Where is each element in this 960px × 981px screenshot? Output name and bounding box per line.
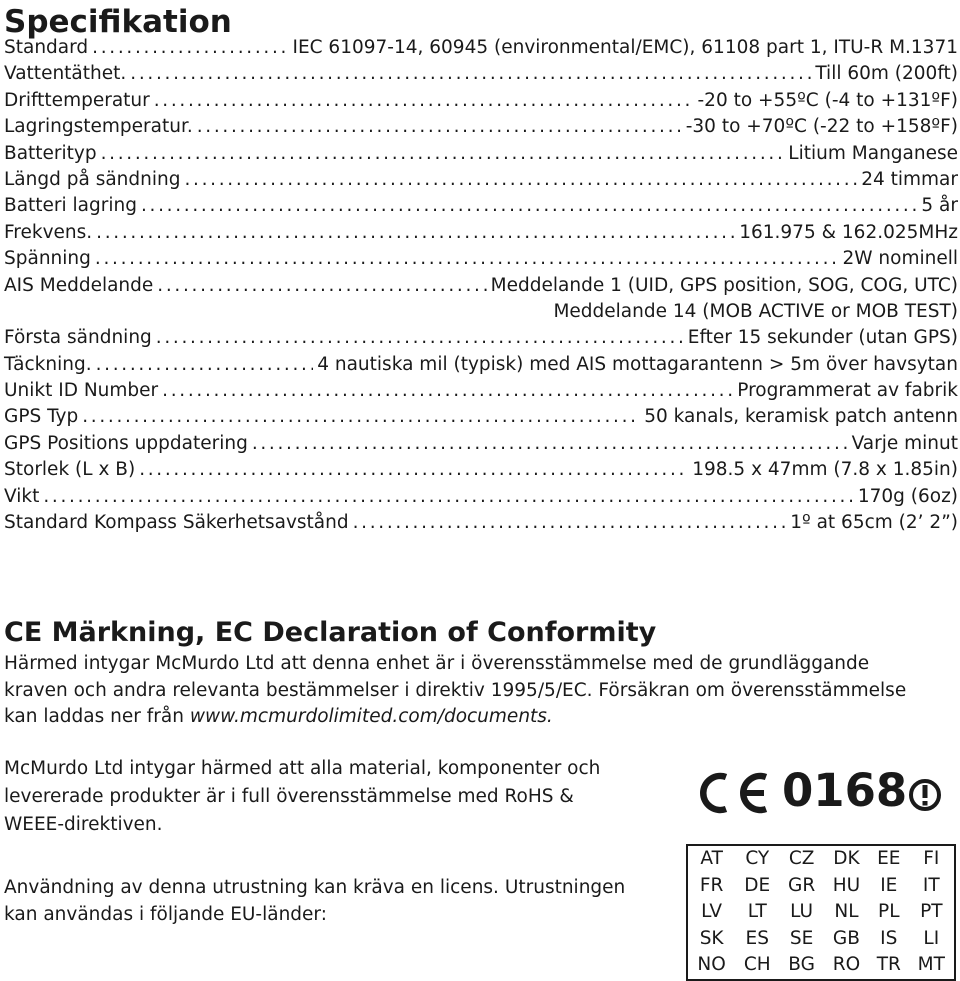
country-code: LV xyxy=(701,901,723,923)
leader-dots xyxy=(252,433,848,454)
spec-value: 50 kanals, keramisk patch antenn xyxy=(644,406,958,428)
spec-label: Vikt xyxy=(4,485,40,507)
spec-row-coverage xyxy=(4,354,958,380)
country-row xyxy=(687,899,955,926)
spec-row-weight xyxy=(4,486,958,512)
notified-body-number: 0168 xyxy=(782,764,908,817)
country-code: NO xyxy=(697,954,726,976)
spec-value: Programmerat av fabrik xyxy=(737,380,958,402)
spec-row-gps-update xyxy=(4,433,958,459)
country-code: PL xyxy=(878,901,900,923)
country-code: MT xyxy=(917,954,945,976)
spec-label: Frekvens. xyxy=(4,221,93,243)
spec-label: Lagringstemperatur. xyxy=(4,116,193,138)
spec-label: Vattentäthet. xyxy=(4,63,127,85)
spec-row-standard xyxy=(4,37,958,63)
leader-dots xyxy=(156,327,684,348)
country-code: EE xyxy=(877,848,901,869)
spec-row-gps-type xyxy=(4,406,958,432)
spec-value: -30 to +70ºC (-22 to +158ºF) xyxy=(685,116,958,138)
country-code: AT xyxy=(700,848,723,869)
leader-dots xyxy=(154,90,694,111)
country-code: CH xyxy=(743,954,771,976)
spec-row-frequency xyxy=(4,222,958,248)
leader-dots xyxy=(157,275,486,296)
spec-value: Litium Manganese xyxy=(788,142,958,164)
ce-section-title: CE Märkning, EC Declaration of Conformity xyxy=(4,617,657,648)
leader-dots xyxy=(162,380,733,401)
country-code: RO xyxy=(832,954,861,976)
eu-countries-table xyxy=(686,844,956,981)
spec-row-storage-temp xyxy=(4,116,958,142)
spec-value: -20 to +55ºC (-4 to +131ºF) xyxy=(697,89,958,111)
spec-row-operating-temp xyxy=(4,90,958,116)
spec-row-battery-type xyxy=(4,143,958,169)
spec-value: 2W nominell xyxy=(842,248,958,270)
country-code: FR xyxy=(699,874,724,896)
documents-link[interactable]: www.mcmurdolimited.com/documents. xyxy=(189,706,553,727)
country-code: LI xyxy=(923,927,940,949)
spec-value: Varje minut xyxy=(851,432,958,454)
spec-label: Drifttemperatur xyxy=(4,89,150,111)
country-code: GR xyxy=(788,874,816,896)
declaration-line: kraven och andra relevanta bestämmelser i direktiv 1995/5/EC. Försäkran om överensstämmelse xyxy=(4,679,907,701)
spec-value: Meddelande 1 (UID, GPS position, SOG, COG, UTC) xyxy=(490,274,958,296)
spec-label: Standard Kompass Säkerhetsavstånd xyxy=(4,512,349,534)
spec-value: 170g (6oz) xyxy=(857,485,958,507)
spec-value: 161.975 & 162.025MHz xyxy=(739,221,958,243)
spec-label: Batteri lagring xyxy=(4,195,137,217)
license-line: Användning av denna utrustning kan kräva en licens. Utrustningen xyxy=(4,877,626,898)
spec-value: 5 år xyxy=(921,195,958,217)
country-code: LT xyxy=(747,901,767,923)
country-code: PT xyxy=(920,901,943,923)
spec-row-ais-message xyxy=(4,275,958,301)
spec-row-first-transmission xyxy=(4,327,958,353)
spec-value: 198.5 x 47mm (7.8 x 1.85in) xyxy=(692,459,958,481)
leader-dots xyxy=(43,486,853,507)
spec-ais-continuation: Meddelande 14 (MOB ACTIVE or MOB TEST) xyxy=(553,300,958,322)
leader-dots xyxy=(82,406,640,427)
spec-value: 1º at 65cm (2’ 2”) xyxy=(790,512,958,534)
spec-row-compass-distance xyxy=(4,512,958,538)
leader-dots xyxy=(139,459,688,480)
country-code: DK xyxy=(833,848,860,869)
country-code: IE xyxy=(880,874,898,896)
spec-value: IEC 61097-14, 60945 (environmental/EMC), 61108 part 1, ITU-R M.1371 xyxy=(292,37,958,58)
spec-label: Första sändning xyxy=(4,327,152,349)
declaration-text: kan laddas ner från xyxy=(4,706,190,727)
country-code: IS xyxy=(880,927,898,949)
spec-value: Till 60m (200ft) xyxy=(815,63,958,85)
country-code: HU xyxy=(832,874,861,896)
leader-dots xyxy=(353,512,787,533)
ce-mark xyxy=(688,764,958,826)
spec-label: Längd på sändning xyxy=(4,168,181,190)
leader-dots xyxy=(197,116,682,137)
spec-row-power xyxy=(4,248,958,274)
spec-label: Standard xyxy=(4,37,89,58)
leader-dots xyxy=(92,37,288,58)
leader-dots xyxy=(101,143,785,164)
spec-label: AIS Meddelande xyxy=(4,274,154,296)
spec-label: Batterityp xyxy=(4,142,97,164)
declaration-line: Härmed intygar McMurdo Ltd att denna enhet är i överensstämmelse med de grundläggande xyxy=(4,653,870,674)
spec-label: Storlek (L x B) xyxy=(4,459,136,481)
country-code: DE xyxy=(744,874,771,896)
spec-value: 24 timmar xyxy=(861,168,958,190)
country-code: IT xyxy=(922,874,940,896)
spec-row-battery-storage xyxy=(4,195,958,221)
country-code: CY xyxy=(745,848,770,869)
spec-value: Efter 15 sekunder (utan GPS) xyxy=(687,327,958,349)
country-code: SK xyxy=(699,927,724,949)
spec-label: Spänning xyxy=(4,248,91,270)
spec-row-size xyxy=(4,459,958,485)
spec-row-water xyxy=(4,63,958,89)
rohs-line: McMurdo Ltd intygar härmed att alla material, komponenter och xyxy=(4,758,601,779)
country-code: GB xyxy=(832,927,860,949)
country-code: CZ xyxy=(788,848,815,869)
leader-dots xyxy=(184,169,857,190)
leader-dots xyxy=(96,354,314,375)
country-row xyxy=(687,845,955,873)
country-row xyxy=(687,952,955,980)
country-code: NL xyxy=(834,901,859,923)
country-code: SE xyxy=(789,927,814,949)
spec-list xyxy=(4,37,958,538)
ce-logo-icon xyxy=(688,770,774,816)
country-code: LU xyxy=(790,901,814,923)
declaration-line xyxy=(4,704,954,731)
country-code: FI xyxy=(923,848,940,869)
spec-label: Täckning. xyxy=(4,353,92,375)
spec-value: 4 nautiska mil (typisk) med AIS mottagarantenn > 5m över havsytan xyxy=(317,353,958,375)
spec-row-unique-id xyxy=(4,380,958,406)
class-2-alert-icon xyxy=(908,778,942,812)
country-code: TR xyxy=(876,954,901,976)
license-line: kan användas i följande EU-länder: xyxy=(4,904,327,925)
country-code: ES xyxy=(745,927,769,949)
license-statement xyxy=(4,874,664,928)
leader-dots xyxy=(96,222,735,243)
rohs-line: levererade produkter är i full överensstämmelse med RoHS & xyxy=(4,786,574,807)
spec-label: Unikt ID Number xyxy=(4,380,159,402)
country-row xyxy=(687,926,955,953)
country-row xyxy=(687,873,955,900)
leader-dots xyxy=(141,195,917,216)
country-code: BG xyxy=(788,954,815,976)
spec-label: GPS Typ xyxy=(4,406,79,428)
ce-declaration xyxy=(4,651,954,731)
spec-row-duration xyxy=(4,169,958,195)
rohs-statement xyxy=(4,755,644,839)
leader-dots xyxy=(130,63,811,84)
rohs-line: WEEE-direktiven. xyxy=(4,814,163,835)
spec-label: GPS Positions uppdatering xyxy=(4,432,248,454)
leader-dots xyxy=(95,248,839,269)
spec-title: Specifikation xyxy=(4,4,232,40)
